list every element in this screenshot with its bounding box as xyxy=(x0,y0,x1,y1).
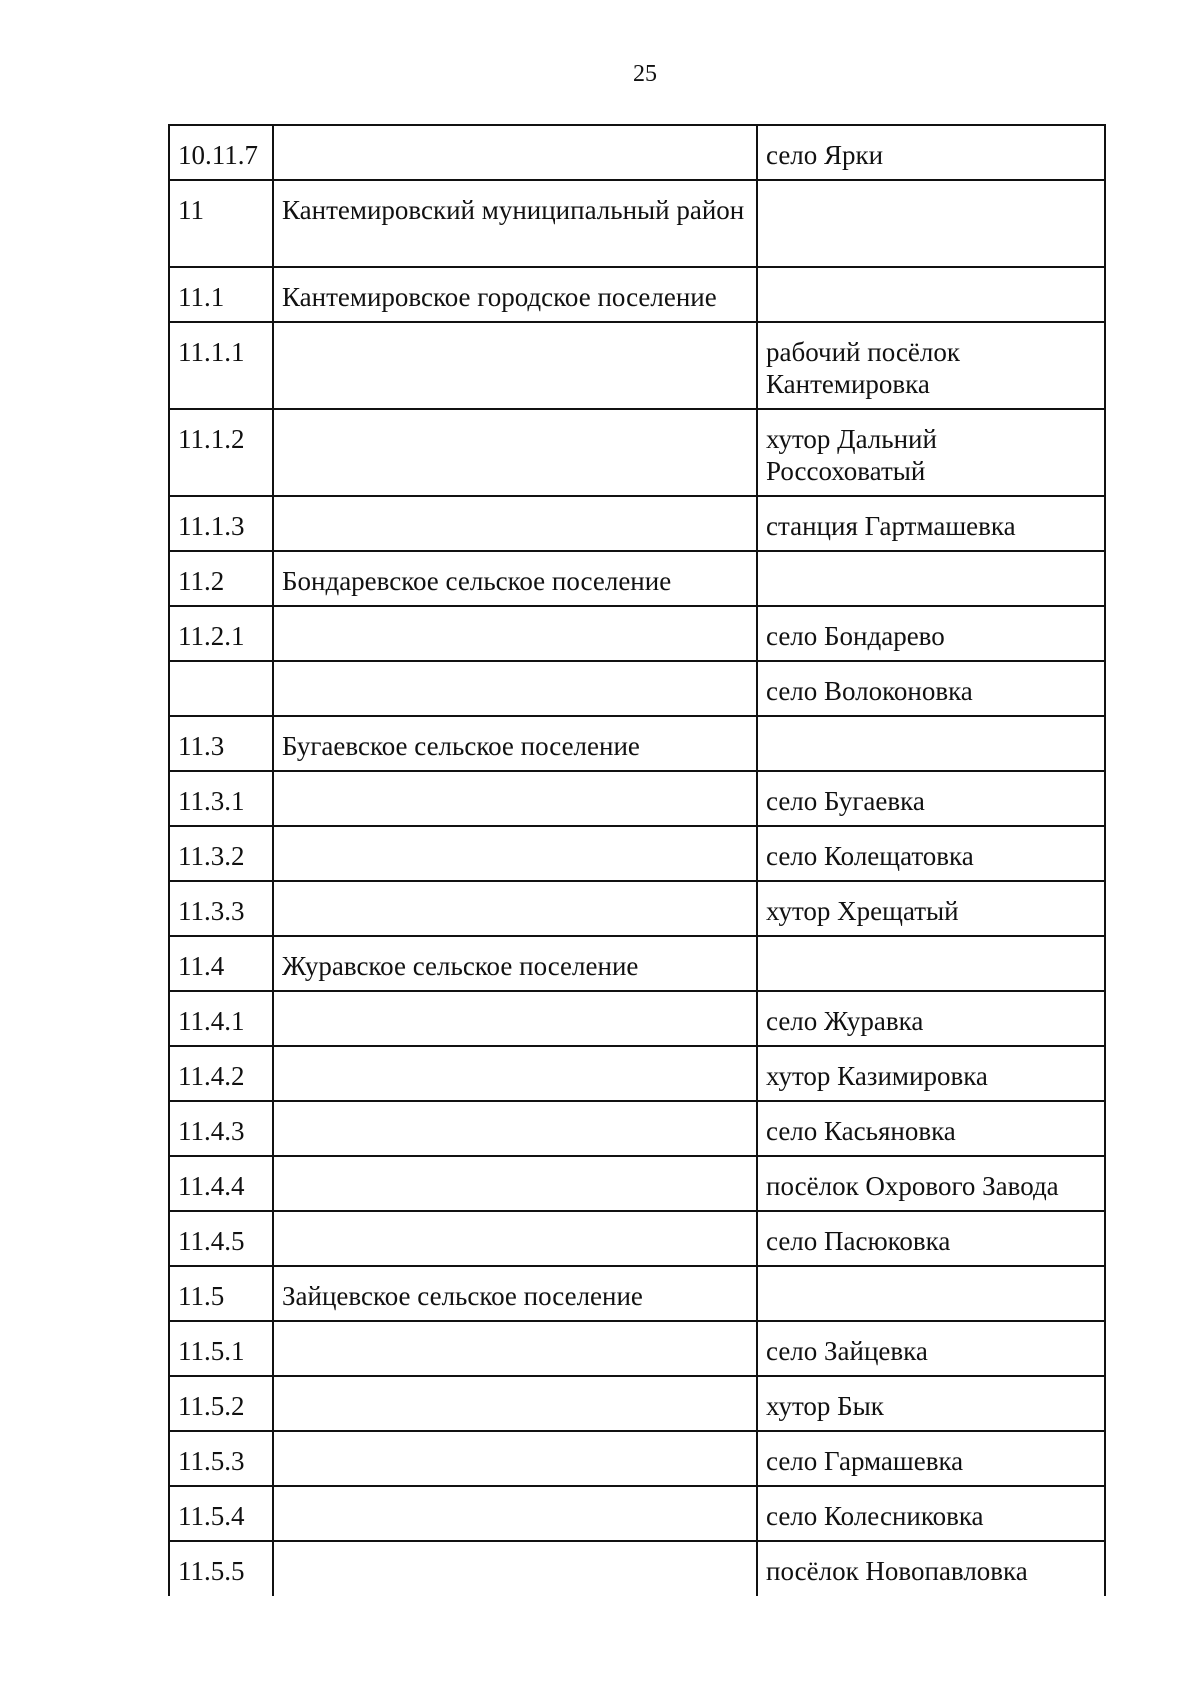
table-row xyxy=(169,409,1105,496)
settlement-cell xyxy=(757,180,1105,267)
settlement-cell: село Волоконовка xyxy=(757,661,1105,716)
settlement-cell: станция Гартмашевка xyxy=(757,496,1105,551)
municipality-cell xyxy=(273,322,757,409)
municipality-cell xyxy=(273,1156,757,1211)
settlement-cell: хутор Казимировка xyxy=(757,1046,1105,1101)
settlement-cell xyxy=(757,716,1105,771)
row-number-cell: 11.2 xyxy=(169,551,273,606)
table-row xyxy=(169,1101,1105,1156)
settlement-cell xyxy=(757,936,1105,991)
settlement-cell xyxy=(757,1266,1105,1321)
municipality-cell xyxy=(273,1486,757,1541)
municipality-cell xyxy=(273,881,757,936)
row-number-cell: 11.1.1 xyxy=(169,322,273,409)
row-number-cell: 11 xyxy=(169,180,273,267)
settlement-cell: село Бугаевка xyxy=(757,771,1105,826)
table-row xyxy=(169,1541,1105,1596)
row-number-cell: 11.5.3 xyxy=(169,1431,273,1486)
municipality-cell xyxy=(273,1376,757,1431)
settlement-cell: хутор Дальний Россоховатый xyxy=(757,409,1105,496)
settlement-cell: хутор Бык xyxy=(757,1376,1105,1431)
municipality-cell: Журавское сельское поселение xyxy=(273,936,757,991)
row-number-cell: 11.4.1 xyxy=(169,991,273,1046)
row-number-cell: 11.5.1 xyxy=(169,1321,273,1376)
municipality-cell: Кантемировский муниципальный район xyxy=(273,180,757,267)
settlement-cell: село Журавка xyxy=(757,991,1105,1046)
municipality-cell xyxy=(273,826,757,881)
table-row xyxy=(169,1321,1105,1376)
table-row xyxy=(169,991,1105,1046)
table-row xyxy=(169,267,1105,322)
municipality-cell: Кантемировское городское поселение xyxy=(273,267,757,322)
table-row xyxy=(169,606,1105,661)
municipality-cell xyxy=(273,409,757,496)
municipality-cell xyxy=(273,496,757,551)
row-number-cell: 11.1.3 xyxy=(169,496,273,551)
municipality-cell xyxy=(273,1321,757,1376)
municipality-cell: Бондаревское сельское поселение xyxy=(273,551,757,606)
row-number-cell: 11.4 xyxy=(169,936,273,991)
settlement-cell: село Бондарево xyxy=(757,606,1105,661)
row-number-cell: 11.4.2 xyxy=(169,1046,273,1101)
municipality-cell xyxy=(273,1046,757,1101)
settlement-cell: рабочий посёлок Кантемировка xyxy=(757,322,1105,409)
row-number-cell: 11.3 xyxy=(169,716,273,771)
table-row xyxy=(169,322,1105,409)
settlement-cell: село Гармашевка xyxy=(757,1431,1105,1486)
municipality-cell xyxy=(273,125,757,180)
table-row xyxy=(169,826,1105,881)
settlement-cell: посёлок Новопавловка xyxy=(757,1541,1105,1596)
row-number-cell: 11.3.2 xyxy=(169,826,273,881)
row-number-cell: 11.4.3 xyxy=(169,1101,273,1156)
settlement-cell: село Зайцевка xyxy=(757,1321,1105,1376)
municipality-cell xyxy=(273,606,757,661)
table-row xyxy=(169,771,1105,826)
row-number-cell: 11.4.5 xyxy=(169,1211,273,1266)
table-row xyxy=(169,1211,1105,1266)
settlement-cell xyxy=(757,551,1105,606)
row-number-cell: 11.5.5 xyxy=(169,1541,273,1596)
page-number: 25 xyxy=(633,61,657,87)
row-number-cell: 11.1.2 xyxy=(169,409,273,496)
municipality-cell xyxy=(273,1541,757,1596)
settlement-cell xyxy=(757,267,1105,322)
settlement-cell: посёлок Охрового Завода xyxy=(757,1156,1105,1211)
table-row xyxy=(169,125,1105,180)
table-row xyxy=(169,716,1105,771)
settlement-table xyxy=(168,124,1106,1596)
municipality-cell xyxy=(273,661,757,716)
settlement-cell: село Касьяновка xyxy=(757,1101,1105,1156)
table-row xyxy=(169,496,1105,551)
municipality-cell xyxy=(273,1431,757,1486)
row-number-cell: 10.11.7 xyxy=(169,125,273,180)
table-row xyxy=(169,881,1105,936)
row-number-cell: 11.1 xyxy=(169,267,273,322)
settlement-cell: хутор Хрещатый xyxy=(757,881,1105,936)
row-number-cell: 11.5 xyxy=(169,1266,273,1321)
settlement-cell: село Колещатовка xyxy=(757,826,1105,881)
table-row xyxy=(169,1376,1105,1431)
table-row xyxy=(169,1156,1105,1211)
row-number-cell xyxy=(169,661,273,716)
table-row xyxy=(169,661,1105,716)
settlement-cell: село Колесниковка xyxy=(757,1486,1105,1541)
row-number-cell: 11.3.3 xyxy=(169,881,273,936)
settlement-table-body xyxy=(169,125,1105,1596)
row-number-cell: 11.4.4 xyxy=(169,1156,273,1211)
municipality-cell xyxy=(273,991,757,1046)
table-row xyxy=(169,1486,1105,1541)
table-row xyxy=(169,936,1105,991)
settlement-cell: село Ярки xyxy=(757,125,1105,180)
table-row xyxy=(169,1266,1105,1321)
municipality-cell: Зайцевское сельское поселение xyxy=(273,1266,757,1321)
table-row xyxy=(169,180,1105,267)
municipality-cell xyxy=(273,771,757,826)
settlement-cell: село Пасюковка xyxy=(757,1211,1105,1266)
table-row xyxy=(169,551,1105,606)
table-row xyxy=(169,1046,1105,1101)
row-number-cell: 11.5.2 xyxy=(169,1376,273,1431)
row-number-cell: 11.2.1 xyxy=(169,606,273,661)
municipality-cell xyxy=(273,1211,757,1266)
municipality-cell: Бугаевское сельское поселение xyxy=(273,716,757,771)
municipality-cell xyxy=(273,1101,757,1156)
row-number-cell: 11.5.4 xyxy=(169,1486,273,1541)
row-number-cell: 11.3.1 xyxy=(169,771,273,826)
table-row xyxy=(169,1431,1105,1486)
